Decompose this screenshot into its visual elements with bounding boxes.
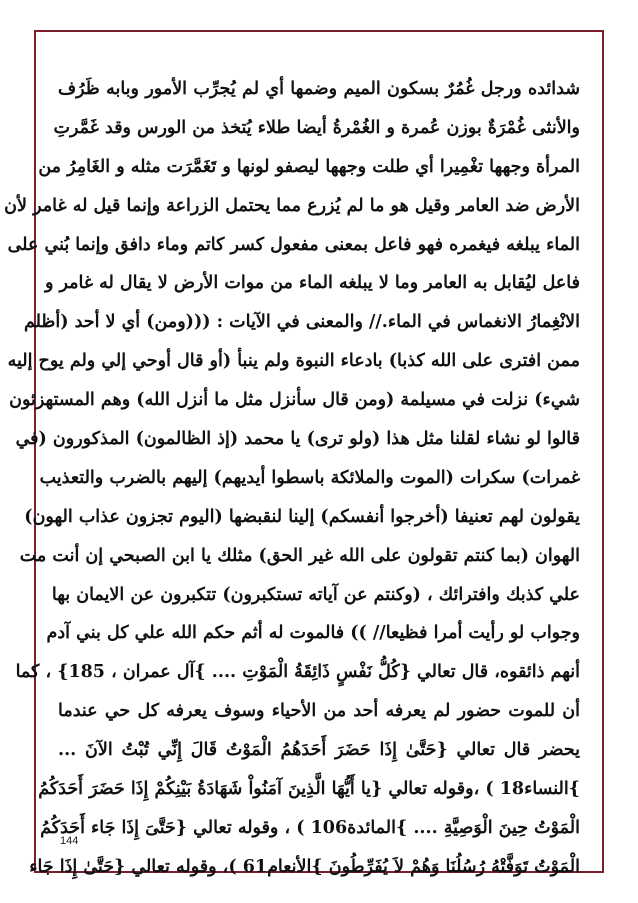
text-line: }النساء18 ) ،وقوله تعالي {يا أَيُّهَا الَّذِينَ آمَنُواْ شَهَادَةُ بَيْنِكُمْ إِذَا حَضَرَ أَحَدَكُمُ <box>38 779 580 800</box>
text-line: الأرض ضد العامر وقيل هو ما لم يُزرع مما يحتمل الزراعة وإنما قيل له غامر لأن <box>4 195 580 216</box>
text-line: أن للموت حضور لم يعرفه أحد من الأحياء وسوف يعرفه كل حي عندما <box>58 701 580 722</box>
text-line: الْمَوْتُ حِينَ الْوَصِيَّةِ .... }المائدة106 ) ، وقوله تعالي {حَتَّىَ إِذَا جَاء أَحَدَكُمُ <box>40 817 580 838</box>
text-line: غمرات) سكرات (الموت والملائكة باسطوا أيديهم) إليهم بالضرب والتعذيب <box>39 467 580 488</box>
text-line: الْمَوْتُ تَوَفَّتْهُ رُسُلُنَا وَهُمْ لاَ يُفَرِّطُونَ }الأنعام61 )، وقوله تعالي {حَتَّىٰ إِذَا جَاء <box>29 856 580 877</box>
text-line: وجواب لو رأيت أمرا فظيعا// )) فالموت له أثم حكم الله علي كل بني آدم <box>46 623 580 644</box>
text-line: ممن افترى على الله كذبا) بادعاء النبوة ولم ينبأ (أو قال أوحي إلي ولم يوح إليه <box>7 351 580 372</box>
text-line: الماء يبلغه فيغمره فهو فاعل بمعنى مفعول كسر كاتم وماء دافق وإنما بُني على <box>7 234 580 255</box>
text-line: أنهم ذائقوه، قال تعالي {كُلُّ نَفْسٍ ذَائِقَةُ الْمَوْتِ .... }آل عمران ، 185} ، كما <box>15 662 580 683</box>
text-line: الانْغِمارُ الانغماس في الماء.// والمعنى في الآيات : (((ومن) أي لا أحد (أظلم <box>23 312 580 333</box>
text-line: الهوان (بما كنتم تقولون على الله غير الحق) مثلك يا ابن الصبحي إن أنت مت <box>19 545 580 566</box>
text-line: المرأة وجهها تغْمِيرا أي طلت وجهها ليصفو لونها و تَغَمَّرَت مثله و الغَامِرُ من <box>38 156 580 177</box>
text-line: شيء) نزلت في مسيلمة (ومن قال سأنزل مثل ما أنزل الله) وهم المستهزئون <box>9 390 580 411</box>
arabic-text-body <box>4 70 580 887</box>
page-number: 144 <box>60 835 79 847</box>
text-line: قالوا لو نشاء لقلنا مثل هذا (ولو ترى) يا محمد (إذ الظالمون) المذكورون (في <box>15 429 580 450</box>
text-line: شدائده ورجل غُمُرٌ بسكون الميم وضمها أي لم يُجرِّب الأمور وبابه ظَرُف <box>58 79 580 99</box>
text-line: فاعل ليُقابل به العامر وما لا يبلغه الماء من موات الأرض لا يقال له غامر و <box>44 273 580 294</box>
text-line: يقولون لهم تعنيفا (أخرجوا أنفسكم) إلينا لنقبضها (اليوم تجزون عذاب الهون) <box>24 506 580 527</box>
text-line: علي كذبك وافترائك ، (وكنتم عن آياته تستكبرون) تتكبرون عن الايمان بها <box>51 584 580 605</box>
text-line: والأنثى غُمْرَةٌ بوزن عُمرة و الغُمْرةُ أيضا طلاء يُتخذ من الورس وقد غَمَّرتِ <box>53 117 580 138</box>
text-line: يحضر قال تعالي {حَتَّىٰ إِذَا حَضَرَ أَحَدَهُمُ الْمَوْتُ قَالَ إِنِّي تُبْتُ الآنَ ... <box>58 740 580 761</box>
